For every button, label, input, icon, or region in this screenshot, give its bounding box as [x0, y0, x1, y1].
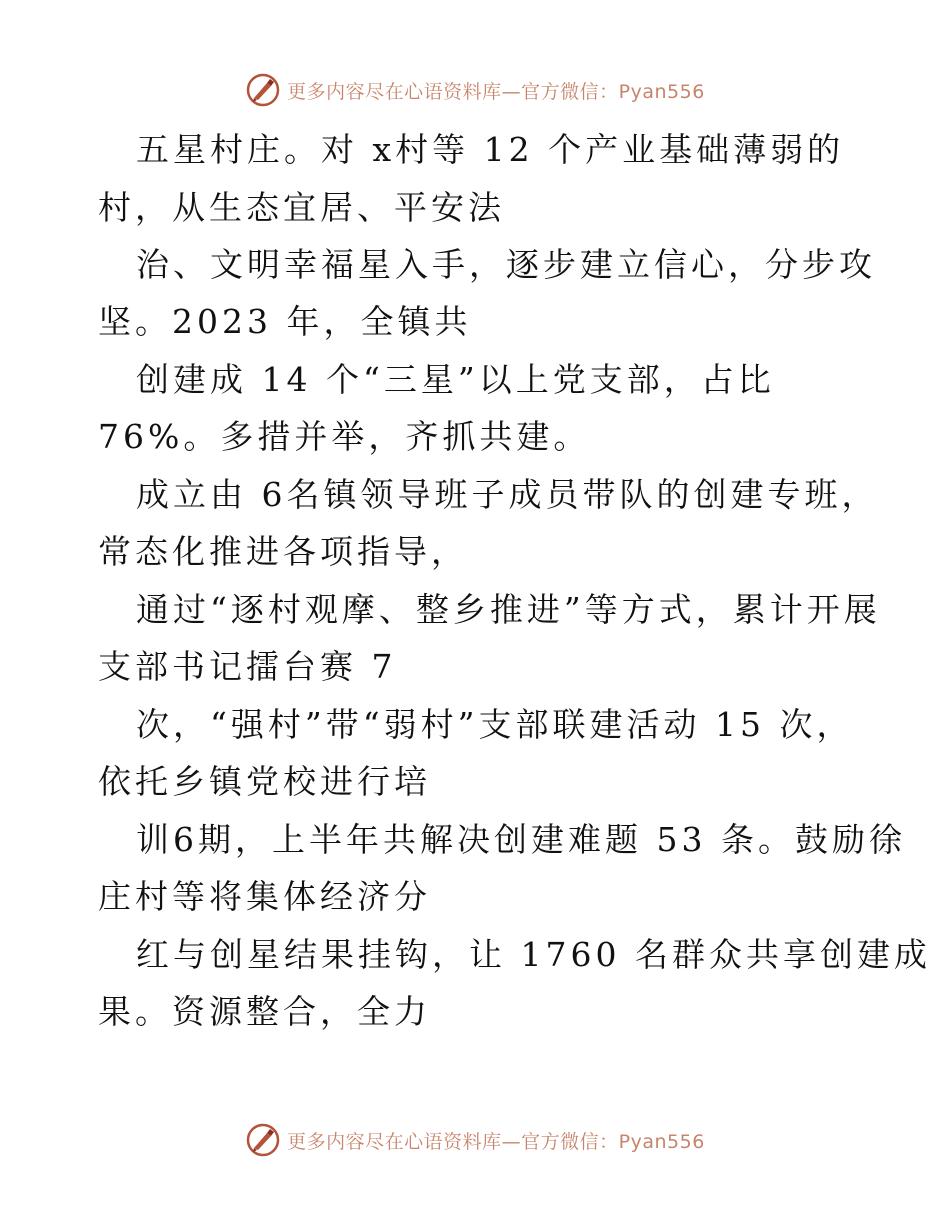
body-line-11: 次，“强村”带“弱村”支部联建活动 15 次， [136, 705, 854, 744]
body-line-3: 治、文明幸福星入手，逐步建立信心，分步攻 [136, 245, 876, 284]
body-line-4: 坚。2023 年，全镇共 [98, 302, 472, 341]
body-line-16: 果。资源整合，全力 [98, 992, 431, 1031]
body-line-14: 庄村等将集体经济分 [98, 877, 431, 916]
body-line-8: 常态化推进各项指导， [98, 532, 468, 571]
body-line-15: 红与创星结果挂钩，让 1760 名群众共享创建成 [136, 935, 931, 974]
body-line-12: 依托乡镇党校进行培 [98, 762, 431, 801]
header-watermark [0, 70, 950, 110]
body-line-2: 村，从生态宜居、平安法 [98, 188, 505, 227]
body-line-9: 通过“逐村观摩、整乡推进”等方式，累计开展 [136, 590, 881, 629]
footer-watermark-text: 更多内容尽在心语资料库—官方微信：Pyan556 [287, 1130, 705, 1153]
body-line-5: 创建成 14 个“三星”以上党支部，占比 [136, 360, 775, 399]
pen-logo-icon [245, 72, 281, 108]
body-line-13: 训6期，上半年共解决创建难题 53 条。鼓励徐 [136, 820, 906, 859]
footer-watermark-inner [245, 1122, 705, 1158]
header-watermark-inner [245, 72, 705, 108]
header-watermark-text: 更多内容尽在心语资料库—官方微信：Pyan556 [287, 80, 705, 103]
body-line-7: 成立由 6名镇领导班子成员带队的创建专班， [136, 475, 879, 514]
footer-watermark [0, 1120, 950, 1160]
pen-logo-icon [245, 1122, 281, 1158]
body-line-1: 五星村庄。对 x村等 12 个产业基础薄弱的 [136, 130, 845, 169]
body-line-6: 76%。多措并举，齐抓共建。 [98, 417, 591, 456]
body-line-10: 支部书记擂台赛 7 [98, 647, 397, 686]
